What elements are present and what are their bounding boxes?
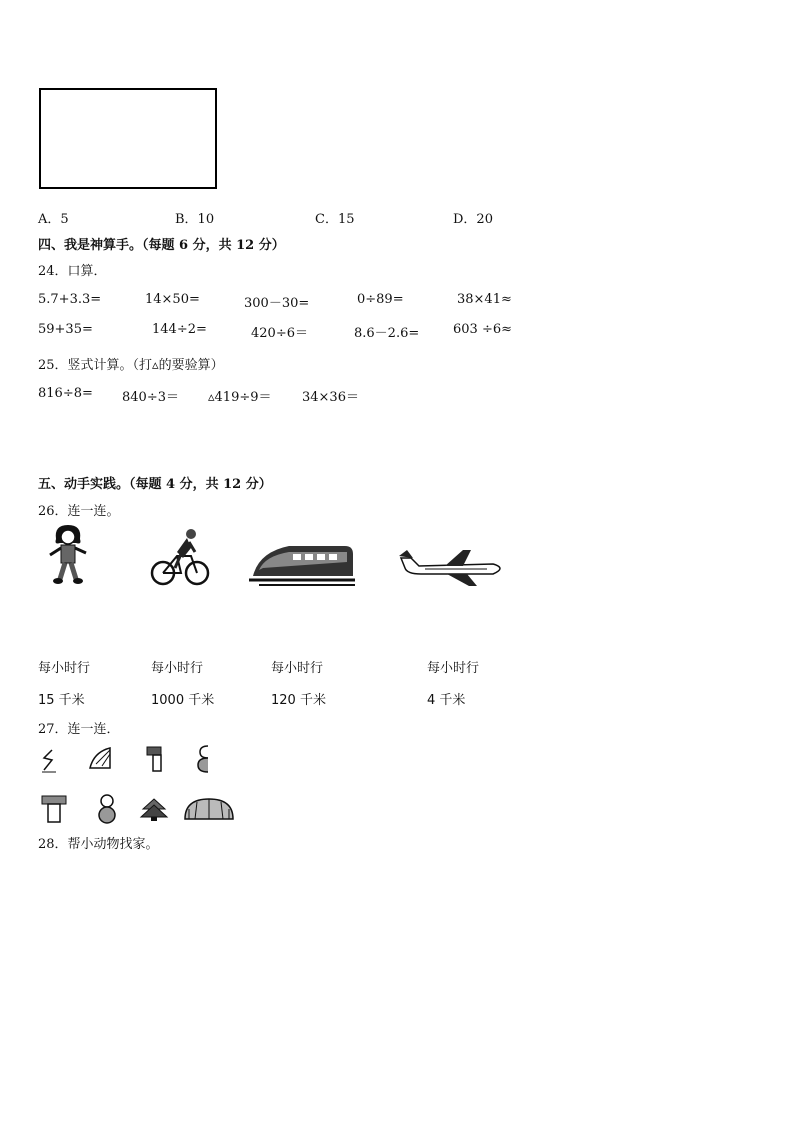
house-half-shape — [145, 745, 163, 773]
vertical-calc-item: 840÷3＝ — [122, 390, 179, 405]
tree-shape — [139, 797, 169, 823]
option-a: A．5 — [38, 212, 69, 227]
snowman-shape — [96, 794, 118, 824]
section-4-title: 四、我是神算手。（每题 6 分，共 12 分） — [38, 238, 285, 253]
zigzag-half-shape — [40, 748, 58, 774]
speed-prefix: 每小时行 — [271, 661, 324, 676]
calc-item: 0÷89= — [357, 292, 404, 307]
speed-prefix: 每小时行 — [38, 661, 91, 676]
house-shape — [40, 794, 68, 824]
calc-item: 14×50= — [145, 292, 200, 307]
calc-item: 300－30= — [244, 296, 310, 311]
calc-item: 603 ÷6≈ — [453, 322, 513, 337]
calc-item: 38×41≈ — [457, 292, 512, 307]
q28-label: 28．帮小动物找家。 — [38, 837, 159, 852]
calc-item: 144÷2= — [152, 322, 207, 337]
calc-item: 59+35= — [38, 322, 93, 337]
umbrella-half-shape — [88, 746, 114, 772]
option-b: B．10 — [175, 212, 215, 227]
black-white-grid-figure — [39, 88, 217, 190]
option-d: D．20 — [453, 212, 493, 227]
section-5-title: 五、动手实践。（每题 4 分，共 12 分） — [38, 477, 272, 492]
vertical-calc-item: 34×36＝ — [302, 390, 359, 405]
vertical-calc-item: ▵419÷9＝ — [208, 390, 272, 405]
speed-prefix: 每小时行 — [427, 661, 480, 676]
snowman-half-shape — [196, 744, 210, 774]
umbrella-shape — [183, 797, 235, 821]
q24-label: 24．口算． — [38, 264, 107, 279]
calc-item: 420÷6＝ — [251, 326, 308, 341]
airplane-picture — [397, 548, 509, 588]
speed-value: 4 千米 — [427, 693, 466, 708]
speed-value: 120 千米 — [271, 693, 326, 708]
q26-label: 26．连一连。 — [38, 504, 120, 519]
girl-walking-picture — [46, 523, 90, 585]
q25-label: 25．竖式计算。（打▵的要验算） — [38, 358, 224, 373]
calc-item: 8.6－2.6= — [354, 326, 420, 341]
high-speed-train-picture — [249, 540, 357, 588]
calc-item: 5.7+3.3= — [38, 292, 102, 307]
speed-prefix: 每小时行 — [151, 661, 204, 676]
option-c: C．15 — [315, 212, 355, 227]
q27-label: 27．连一连． — [38, 722, 120, 737]
speed-value: 1000 千米 — [151, 693, 215, 708]
speed-value: 15 千米 — [38, 693, 85, 708]
vertical-calc-item: 816÷8= — [38, 386, 93, 401]
cyclist-picture — [151, 528, 211, 588]
